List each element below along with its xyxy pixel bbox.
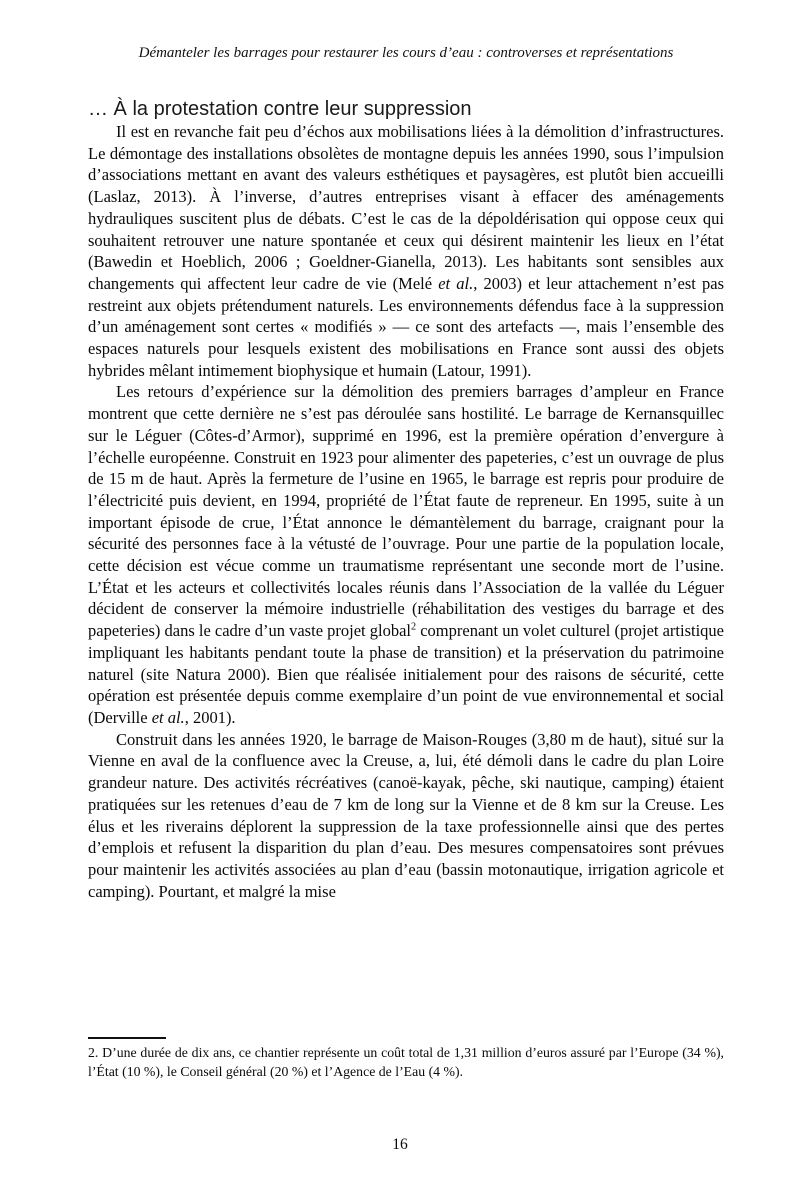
footnote-separator-rule bbox=[88, 1037, 166, 1039]
paragraph: Il est en revanche fait peu d’échos aux mobilisations liées à la démolition d’infrastructures. Le démontage des installations obsolètes de montagne depuis les années 1990, sous l’impulsion d’associations mettant en avant des valeurs esthétiques et paysagères, est plutôt bien accueilli (Laslaz, 2013). À l’inverse, d’autres entreprises visant à effacer des aménagements hydrauliques suscitent plus de débats. C’est le cas de la dépoldérisation qui oppose ceux qui souhaitent retrouver une nature spontanée et ceux qui désirent maintenir les lieux en l’état (Bawedin et Hoeblich, 2006 ; Goeldner-Gianella, 2013). Les habitants sont sensibles aux changements qui affectent leur cadre de vie (Melé et al., 2003) et leur attachement n’est pas restreint aux objets prétendument naturels. Les environnements défendus face à la suppression d’un aménagement sont certes « modifiés » — ce sont des artefacts —, mais l’ensemble des espaces naturels pour lesquels existent des mobilisations en France sont aussi des objets hybrides mêlant intimement biophysique et humain (Latour, 1991). bbox=[88, 122, 725, 380]
paragraph: Les retours d’expérience sur la démolition des premiers barrages d’ampleur en France montrent que cette dernière ne s’est pas déroulée sans hostilité. Le barrage de Kernansquillec sur le Léguer (Côtes-d’Armor), supprimé en 1996, est la première opération d’envergure à l’échelle européenne. Construit en 1923 pour alimenter des papeteries, c’est un ouvrage de plus de 15 m de haut. Après la fermeture de l’usine en 1965, le barrage est repris pour produire de l’électricité puis devient, en 1994, propriété de l’État faute de repreneur. En 1995, suite à un important épisode de crue, l’État annonce le démantèlement du barrage, craignant pour la sécurité des personnes face à la vétusté de l’ouvrage. Pour une partie de la population locale, cette décision est vécue comme un traumatisme représentant une seconde mort de l’usine. L’État et les acteurs et collectivités locales réunis dans l’Association de la vallée du Léguer décident de conserver la mémoire industrielle (réhabilitation des vestiges du barrage et des papeteries) dans le cadre d’un vaste projet global$^2$ comprenant un volet culturel (projet artistique impliquant les habitants pendant toute la phase de transition) et la préservation du patrimoine naturel (site Natura 2000). Bien que réalisée initialement pour des raisons de sécurité, cette opération est présentée depuis comme exemplaire d’un point de vue environnemental et social (Derville et al., 2001). bbox=[88, 382, 725, 727]
footnote: 2. D’une durée de dix ans, ce chantier représente un coût total de 1,31 million d’euros assuré par l’Europe (34 %), l’État (10 %), le Conseil général (20 %) et l’Agence de l’Eau (4 %). bbox=[88, 1045, 724, 1079]
page-number: 16 bbox=[392, 1136, 408, 1153]
footnote-reference: 2 bbox=[411, 621, 417, 633]
body-text bbox=[88, 121, 724, 902]
paragraph: Construit dans les années 1920, le barrage de Maison-Rouges (3,80 m de haut), situé sur la Vienne en aval de la confluence avec la Creuse, a, lui, été démoli dans le cadre du plan Loire grandeur nature. Des activités récréatives (canoë-kayak, pêche, ski nautique, camping) étaient pratiquées sur les retenues d’eau de 7 km de long sur la Vienne et de 8 km sur la Creuse. Les élus et les riverains déplorent la suppression de la taxe professionnelle ainsi que des pertes d’emplois et refusent la disparition du plan d’eau. Des mesures compensatoires sont prévues pour maintenir les activités associées au plan d’eau (bassin motonautique, irrigation agricole et camping). Pourtant, et malgré la mise bbox=[88, 729, 724, 901]
section-heading: … À la protestation contre leur suppression bbox=[88, 98, 472, 121]
running-header: Démanteler les barrages pour restaurer les cours d’eau : controverses et représentations bbox=[138, 45, 674, 61]
